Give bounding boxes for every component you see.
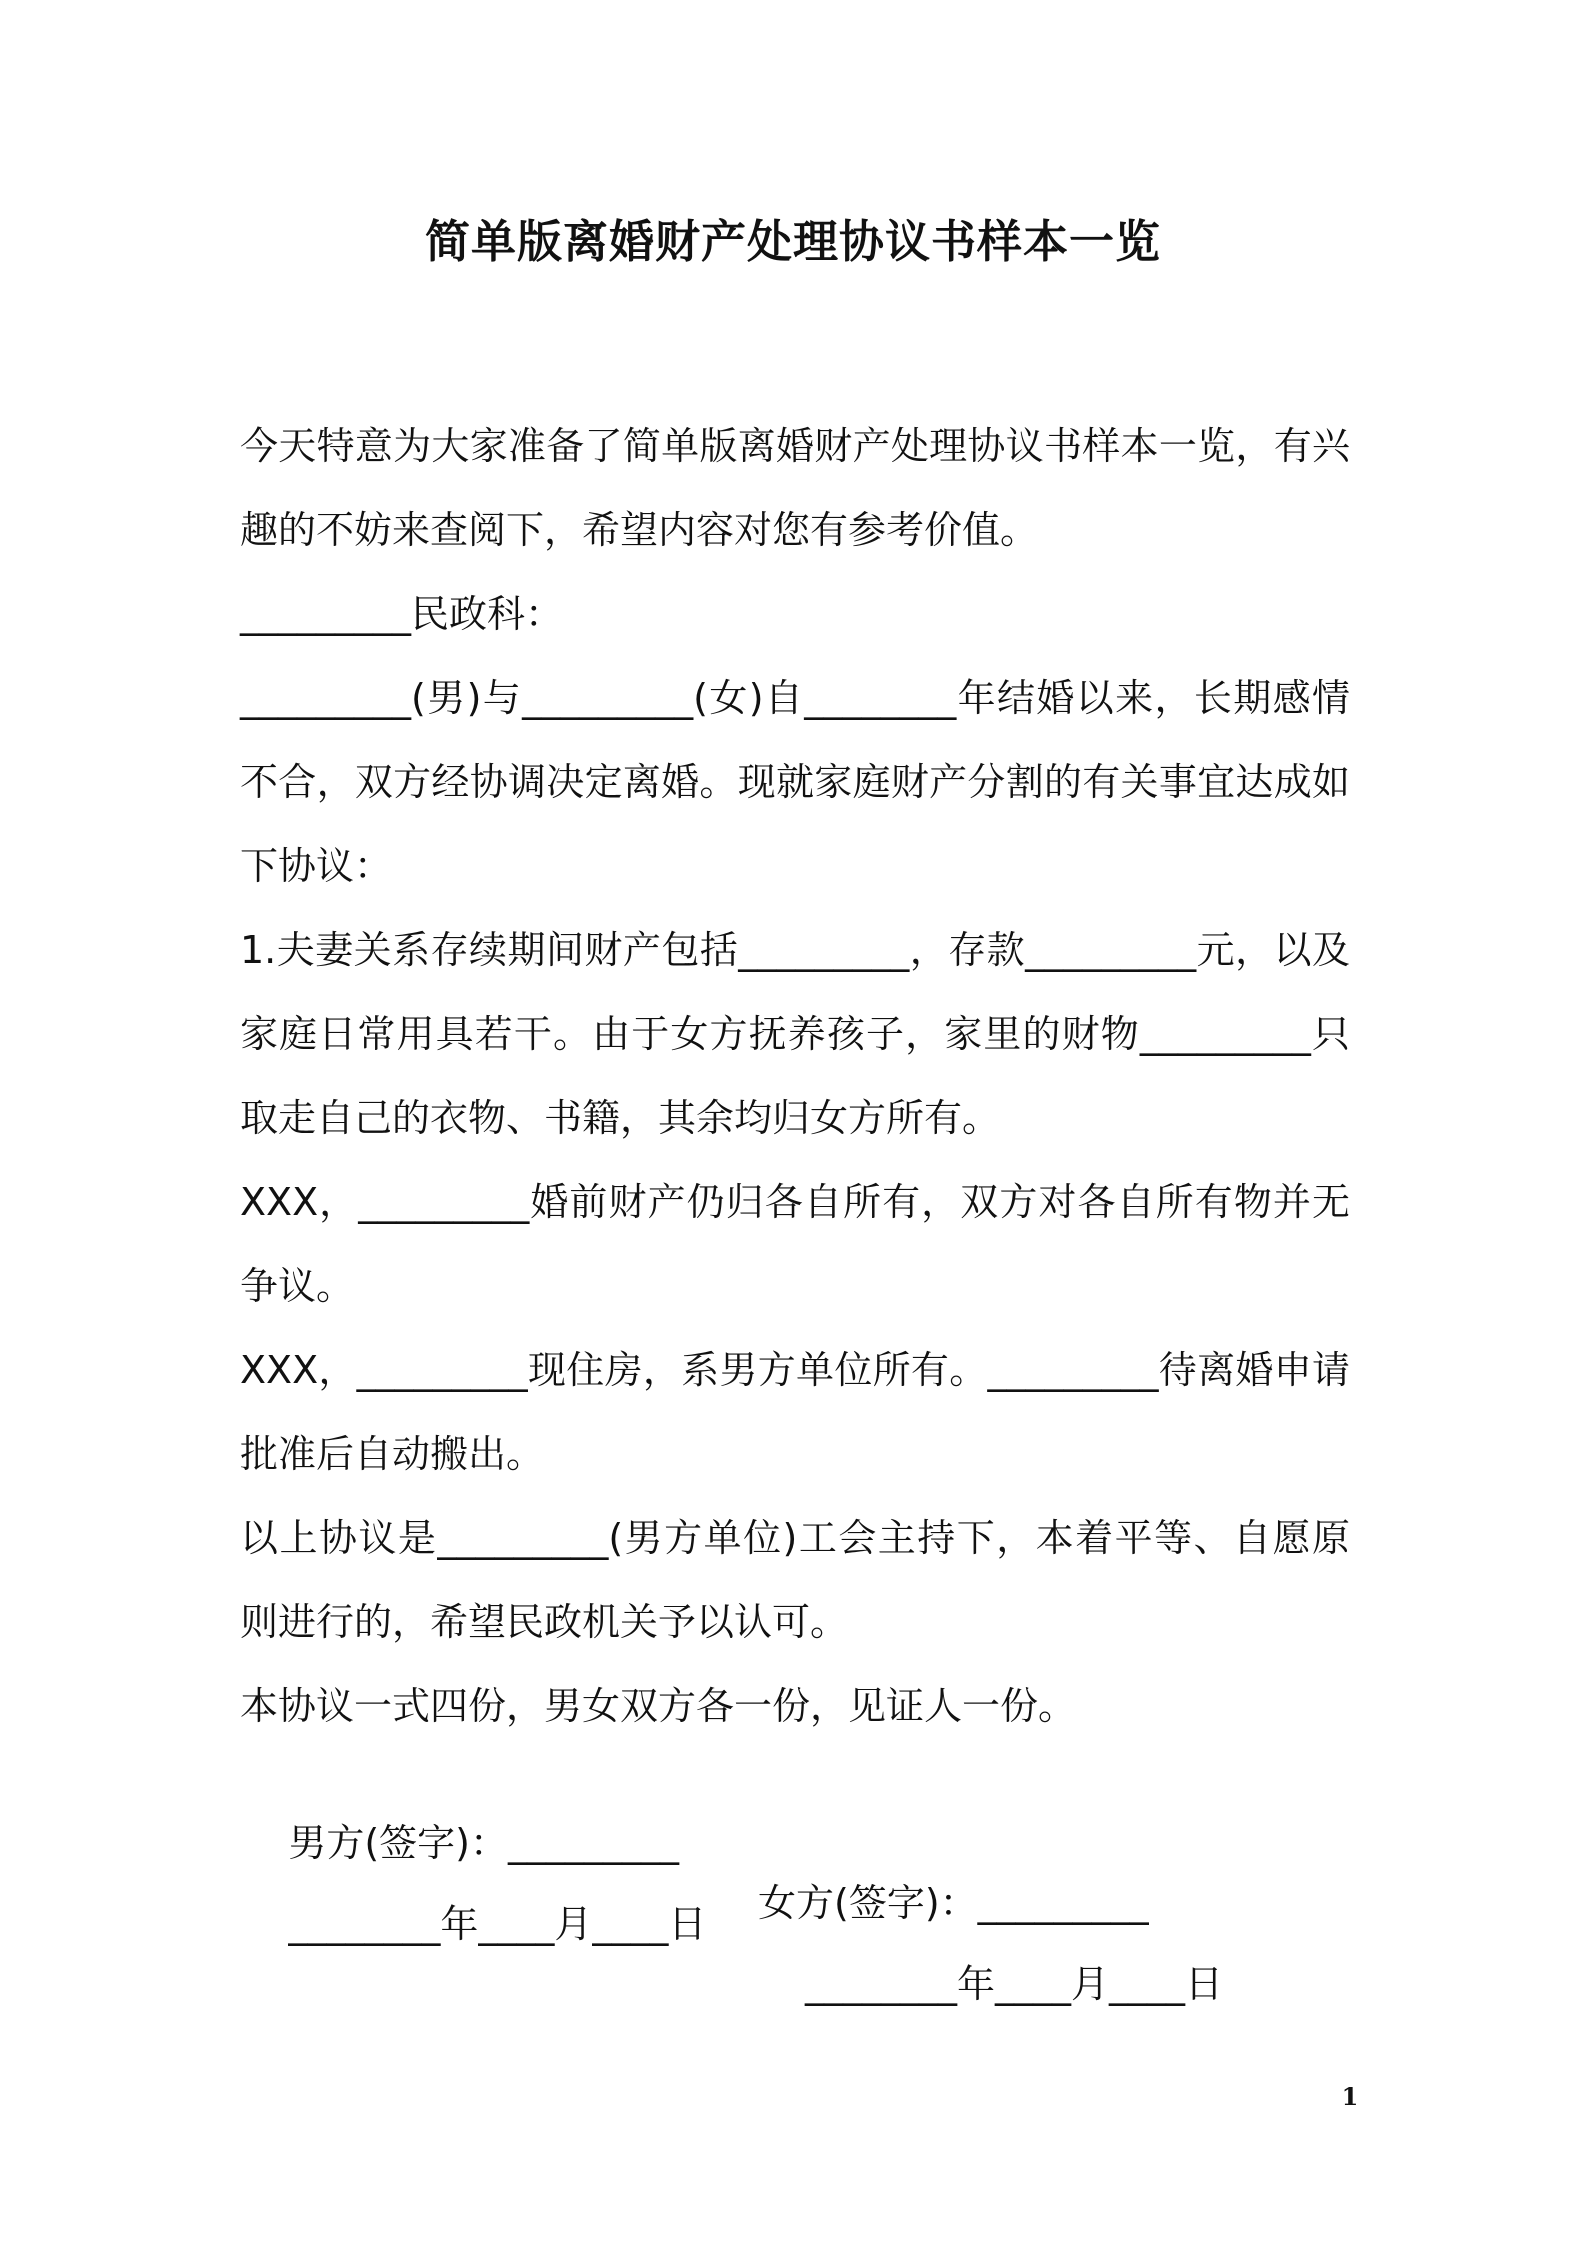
marriage-statement-paragraph: _________(男)与_________(女)自________年结婚以来，长期感情不合，双方经协调决定离婚。现就家庭财产分割的有关事宜达成如下协议：	[240, 676, 1350, 888]
female-signature-label: 女方(签字)：_________	[758, 1881, 1149, 1925]
copies-paragraph: 本协议一式四份，男女双方各一份，见证人一份。	[240, 1684, 1077, 1728]
residence-paragraph: XXX，_________现住房，系男方单位所有。_________待离婚申请批准后自动搬出。	[240, 1348, 1350, 1476]
document-body	[240, 404, 1350, 1748]
union-approval-paragraph: 以上协议是_________(男方单位)工会主持下，本着平等、自愿原则进行的，希望民政机关予以认可。	[240, 1516, 1350, 1644]
page-number: 1	[1341, 2082, 1359, 2111]
property-clause-paragraph: 1.夫妻关系存续期间财产包括_________，存款_________元，以及家庭日常用具若干。由于女方抚养孩子，家里的财物_________只取走自己的衣物、书籍，其余均归女方所有。	[240, 928, 1350, 1140]
date-row	[240, 1834, 1350, 2074]
female-signature-date: ________年____月____日	[805, 1962, 1224, 2006]
intro-paragraph: 今天特意为大家准备了简单版离婚财产处理协议书样本一览，有兴趣的不妨来查阅下，希望内容对您有参考价值。	[240, 424, 1350, 552]
male-signature-label: 男方(签字)：_________	[288, 1821, 679, 1865]
premarital-property-paragraph: XXX，_________婚前财产仍归各自所有，双方对各自所有物并无争议。	[240, 1180, 1350, 1308]
document-title: 简单版离婚财产处理协议书样本一览	[424, 215, 1161, 268]
addressee-line: _________民政科：	[240, 592, 564, 636]
male-signature-date: ________年____月____日	[288, 1902, 707, 1946]
